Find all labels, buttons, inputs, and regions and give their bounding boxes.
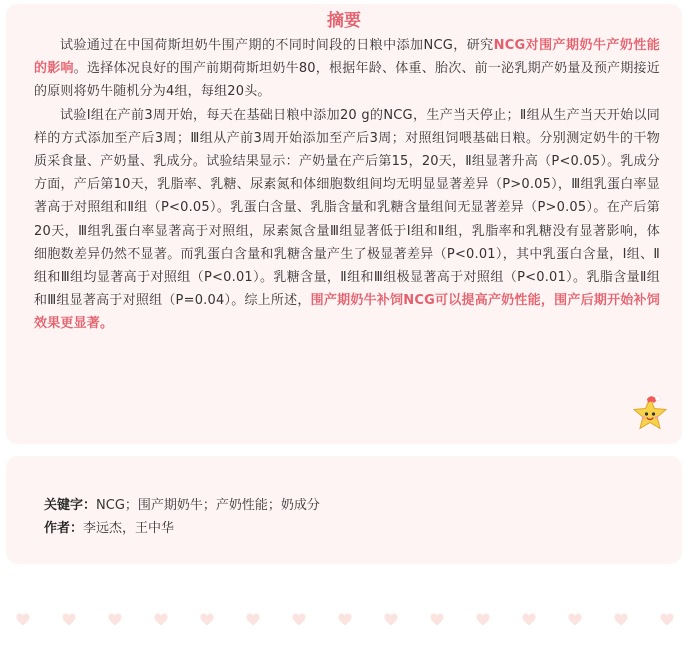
p2-text-a: 试验Ⅰ组在产前3周开始，每天在基础日粮中添加20 g的NCG，生产当天停止；Ⅱ组从生产当天开始以同样的方式添加至产后3周；Ⅲ组从产前3周开始添加至产后3周；对照组饲喂基础日粮。分别测定奶牛的干物质采食量、产奶量、乳成分。试验结果显示：产奶量在产后第15，20天，Ⅱ组显著升高（P<0.05）。乳成分方面，产后第10天，乳脂率、乳糖、尿素氮和体细胞数组间均无明显显著差异（P>0.05），Ⅲ组乳蛋白率显著高于对照组和Ⅱ组（P<0.05）。乳蛋白含量、乳脂含量和乳糖含量组间无显著差异（P>0.05）。在产后第20天，Ⅲ组乳蛋白率显著高于对照组，尿素氮含量Ⅲ组显著低于Ⅰ组和Ⅱ组，乳脂率和乳糖没有显著影响，体细胞数差异仍然不显著。而乳蛋白含量和乳糖含量产生了极显著差异（P<0.01），其中乳蛋白含量，Ⅰ组、Ⅱ组和Ⅲ组均显著高于对照组（P<0.01）。乳糖含量，Ⅱ组和Ⅲ组极显著高于对照组（P<0.01）。乳脂含量Ⅱ组和Ⅲ组显著高于对照组（P=0.04）。综上所述， bbox=[34, 107, 660, 309]
authors-value: 李远杰，王中华 bbox=[83, 521, 175, 536]
heart-icon bbox=[338, 613, 352, 626]
heart-icon bbox=[430, 613, 444, 626]
heart-icon bbox=[154, 613, 168, 626]
keywords-label: 关键字： bbox=[44, 498, 97, 513]
keywords-line bbox=[44, 494, 320, 513]
heart-icon bbox=[108, 613, 122, 626]
abstract-paragraph-1 bbox=[34, 34, 660, 104]
p1-text-a: 试验通过在中国荷斯坦奶牛围产期的不同时间段的日粮中添加NCG，研究 bbox=[60, 38, 494, 53]
heart-icon bbox=[16, 613, 30, 626]
heart-icon bbox=[522, 613, 536, 626]
heart-icon bbox=[568, 613, 582, 626]
p1-highlight: NCG对围产期奶牛产奶性能的影响 bbox=[34, 38, 660, 77]
heart-icon bbox=[292, 613, 306, 626]
heart-icon bbox=[200, 613, 214, 626]
heart-icon bbox=[614, 613, 628, 626]
star-mascot-icon bbox=[630, 394, 670, 434]
heart-icon bbox=[62, 613, 76, 626]
heart-decoration-row bbox=[0, 604, 690, 634]
abstract-body bbox=[6, 34, 682, 336]
heart-icon bbox=[384, 613, 398, 626]
authors-label: 作者： bbox=[44, 521, 84, 536]
heart-icon bbox=[660, 613, 674, 626]
abstract-paragraph-2 bbox=[34, 104, 660, 336]
meta-card bbox=[6, 456, 682, 564]
abstract-title: 摘要 bbox=[327, 11, 361, 31]
keywords-value: NCG；围产期奶牛；产奶性能；奶成分 bbox=[96, 498, 320, 513]
authors-line bbox=[44, 517, 174, 536]
heart-icon bbox=[246, 613, 260, 626]
p2-highlight: 围产期奶牛补饲NCG可以提高产奶性能，围产后期开始补饲效果更显著。 bbox=[34, 293, 660, 332]
p1-text-b: 。选择体况良好的围产前期荷斯坦奶牛80，根据年龄、体重、胎次、前一泌乳期产奶量及预产期接近的原则将奶牛随机分为4组，每组20头。 bbox=[34, 61, 661, 100]
abstract-card bbox=[6, 4, 682, 444]
heart-icon bbox=[476, 613, 490, 626]
